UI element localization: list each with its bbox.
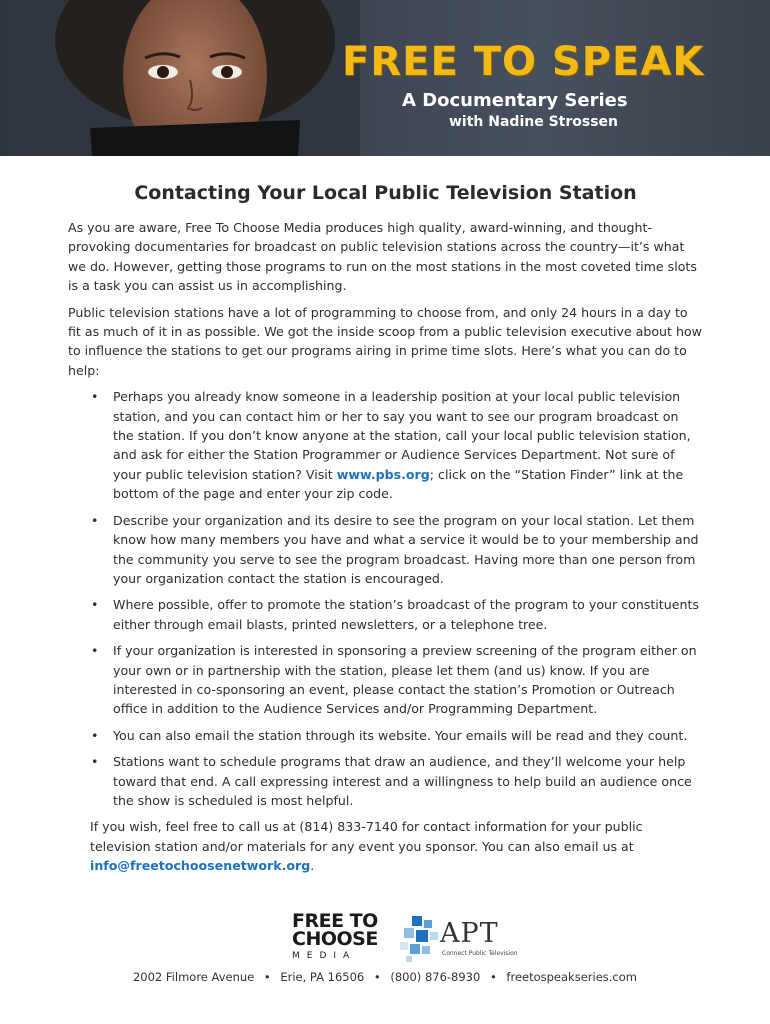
list-item-text: Where possible, offer to promote the station’s broadcast of the program to your constituents either through email blasts, printed newsletters, or a telephone tree. <box>113 597 699 632</box>
footer-address: 2002 Filmore Avenue <box>132 970 255 984</box>
ftc-logo-line2: CHOOSE <box>292 928 378 950</box>
bullet-icon: • <box>91 754 99 770</box>
portrait-image <box>30 0 360 156</box>
banner-host: with Nadine Strossen <box>449 114 619 130</box>
pbs-link[interactable]: www.pbs.org <box>336 466 430 482</box>
closing-paragraph <box>90 817 703 875</box>
separator-icon: • <box>373 970 381 984</box>
ftc-logo-media: MEDIA <box>292 951 357 961</box>
context-paragraph: Public television stations have a lot of programming to choose from, and only 24 hours in a day to fit as much of it in as possible. We got the inside scoop from a public television executive about how to influence the stations to get our programs airing in prime time slots. Here’s what you can do to help: <box>68 304 702 378</box>
ftc-logo-line1: FREE TO <box>292 910 378 932</box>
list-item-text: ; click on the “Station Finder” link at the bottom of the page and enter your zip code. <box>113 466 684 502</box>
sponsor-logos <box>292 910 518 967</box>
intro-paragraph: As you are aware, Free To Choose Media produces high quality, award-winning, and thought-provoking documentaries for broadcast on public television stations across the country—it’s what we do. However, getting those programs to run on the most stations in the most coveted time slots is a task you can assist us in accomplishing. <box>68 220 697 294</box>
list-item <box>91 726 703 745</box>
footer-phone: (800) 876-8930 <box>390 970 481 984</box>
apt-logo <box>398 914 518 964</box>
list-item-text: If your organization is interested in sponsoring a preview screening of the program either on your own or in partnership with the station, please let them (and us) know. If you are interested in co-sponsoring an event, please contact the station’s Promotion or Outreach office in addition to the Audience Services and/or Programming Department. <box>113 643 697 717</box>
apt-logo-tagline: Connect Public Television <box>442 950 518 957</box>
email-link[interactable]: info@freetochoosenetwork.org <box>90 858 311 874</box>
footer-website[interactable]: freetospeakseries.com <box>506 970 637 984</box>
bullet-icon: • <box>91 643 99 659</box>
bullet-icon: • <box>91 512 99 528</box>
bullet-icon: • <box>91 389 99 405</box>
apt-logo-text: APT <box>440 918 499 949</box>
list-item-text: Stations want to schedule programs that draw an audience, and they’ll welcome your help toward that end. A call expressing interest and a willingness to help build an audience once the show is scheduled is most helpful. <box>113 754 692 808</box>
tips-list <box>68 387 703 810</box>
separator-icon: • <box>263 970 271 984</box>
bullet-icon: • <box>91 597 99 613</box>
bullet-icon: • <box>91 727 99 743</box>
list-item-text: Describe your organization and its desire to see the program on your local station. Let them know how many members you have and what a service it would be to your membership and the community you serve to see the program broadcast. Having more than one person from your organization contact the station is encouraged. <box>113 512 699 586</box>
article-body <box>68 180 703 883</box>
list-item <box>91 511 703 589</box>
banner-title: FREE TO SPEAK <box>342 39 705 85</box>
separator-icon: • <box>489 970 497 984</box>
list-item <box>91 641 703 719</box>
footer-city: Erie, PA 16506 <box>280 970 365 984</box>
footer-contact <box>0 970 770 984</box>
banner-subtitle: A Documentary Series <box>402 90 628 111</box>
closing-text: If you wish, feel free to call us at (814) 833-7140 for contact information for your public television station and/or materials for any event you sponsor. You can also email us at <box>90 819 643 854</box>
list-item <box>91 595 703 634</box>
banner-title-block <box>342 40 742 130</box>
free-to-choose-logo <box>292 912 384 961</box>
apt-mosaic-icon <box>398 914 442 964</box>
list-item <box>91 387 703 503</box>
list-item <box>91 752 703 810</box>
article-heading: Contacting Your Local Public Television Station <box>134 182 637 204</box>
header-banner <box>0 0 770 156</box>
list-item-text: Perhaps you already know someone in a leadership position at your local public television station, and you can contact him or her to say you want to see our program broadcast on the station. If you don’t know anyone at the station, call your local public television station, and ask for either the Station Programmer or Audience Services Department. Not sure of your public television station? Visit <box>113 389 691 482</box>
closing-end: . <box>310 858 315 874</box>
list-item-text: You can also email the station through its website. Your emails will be read and they count. <box>113 727 688 743</box>
